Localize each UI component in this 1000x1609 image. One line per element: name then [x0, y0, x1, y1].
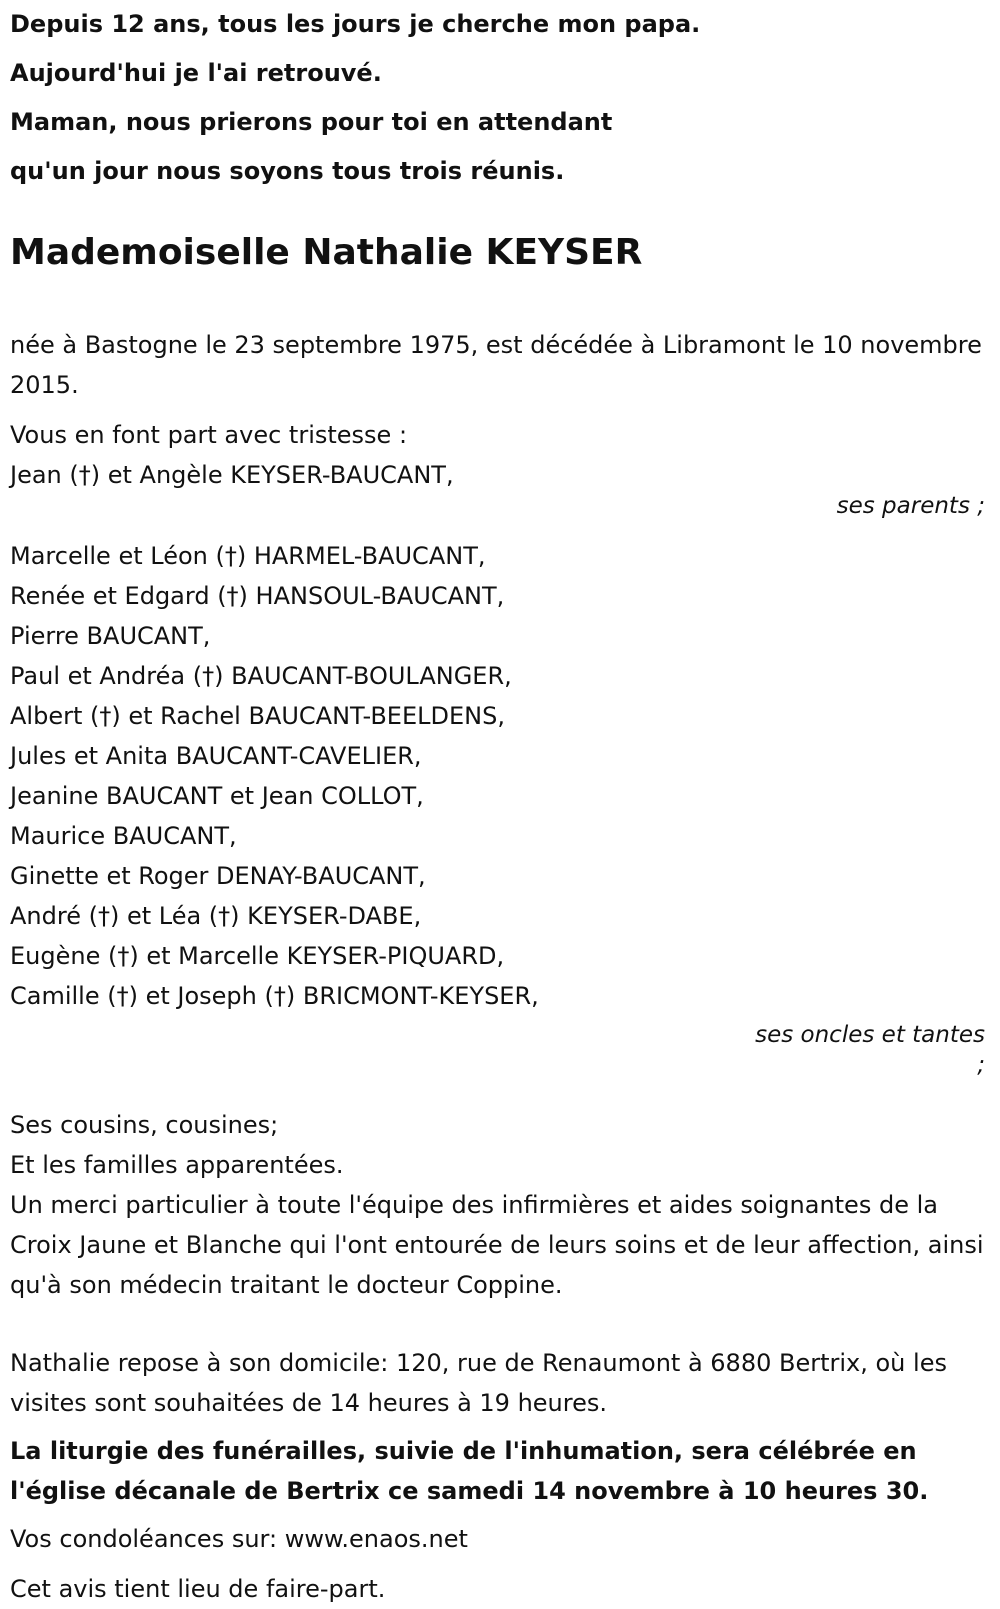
family-name-row: Renée et Edgard (†) HANSOUL-BAUCANT, — [10, 582, 505, 610]
parents-group — [10, 455, 985, 521]
rest-location-paragraph: Nathalie repose à son domicile: 120, rue de Renaumont à 6880 Bertrix, où les visites sont souhaitées de 14 heures à 19 heures. — [10, 1349, 947, 1417]
family-name-row: Albert (†) et Rachel BAUCANT-BEELDENS, — [10, 702, 505, 730]
intro-line: Depuis 12 ans, tous les jours je cherche mon papa. — [10, 10, 701, 38]
family-name-row: Ginette et Roger DENAY-BAUCANT, — [10, 862, 426, 890]
intro-verse — [10, 0, 985, 196]
liturgy-paragraph: La liturgie des funérailles, suivie de l'inhumation, sera célébrée en l'église décanale de Bertrix ce samedi 14 novembre à 10 heures 30. — [10, 1437, 929, 1505]
family-name-row: Marcelle et Léon (†) HARMEL-BAUCANT, — [10, 542, 486, 570]
uncles-role-semicolon: ; — [977, 1052, 985, 1078]
uncles-role-label: ses oncles et tantes — [755, 1022, 985, 1048]
family-name-row: Pierre BAUCANT, — [10, 622, 211, 650]
condolences-line: Vos condoléances sur: www.enaos.net — [10, 1525, 468, 1553]
thanks-paragraph: Un merci particulier à toute l'équipe des infirmières et aides soignantes de la Croix Jaune et Blanche qui l'ont entourée de leurs soins et de leur affection, ainsi qu'à son médecin traitant le docteur Coppine. — [10, 1191, 984, 1299]
family-name-row: Camille (†) et Joseph (†) BRICMONT-KEYSER, — [10, 982, 539, 1010]
cousins-line: Ses cousins, cousines; — [10, 1111, 279, 1139]
obituary-notice — [10, 0, 985, 1609]
family-name-row: Maurice BAUCANT, — [10, 822, 237, 850]
family-name-row: André (†) et Léa (†) KEYSER-DABE, — [10, 902, 422, 930]
announcement-line: Vous en font part avec tristesse : — [10, 421, 408, 449]
family-name-row: Eugène (†) et Marcelle KEYSER-PIQUARD, — [10, 942, 505, 970]
family-name-row: Jean (†) et Angèle KEYSER-BAUCANT, — [10, 461, 454, 489]
uncles-aunts-group — [10, 536, 985, 1080]
family-name-row: Jules et Anita BAUCANT-CAVELIER, — [10, 742, 422, 770]
notice-line: Cet avis tient lieu de faire-part. — [10, 1575, 386, 1603]
family-name-row: Jeanine BAUCANT et Jean COLLOT, — [10, 782, 424, 810]
deceased-name: Mademoiselle Nathalie KEYSER — [10, 232, 643, 273]
intro-line: Aujourd'hui je l'ai retrouvé. — [10, 59, 382, 87]
families-line: Et les familles apparentées. — [10, 1151, 344, 1179]
spacer — [10, 1305, 985, 1343]
family-name-row: Paul et Andréa (†) BAUCANT-BOULANGER, — [10, 662, 512, 690]
birth-death-statement: née à Bastogne le 23 septembre 1975, est décédée à Libramont le 10 novembre 2015. — [10, 331, 982, 399]
parents-role-label: ses parents ; — [836, 493, 985, 519]
intro-line: qu'un jour nous soyons tous trois réunis. — [10, 157, 565, 185]
intro-line: Maman, nous prierons pour toi en attendant — [10, 108, 613, 136]
